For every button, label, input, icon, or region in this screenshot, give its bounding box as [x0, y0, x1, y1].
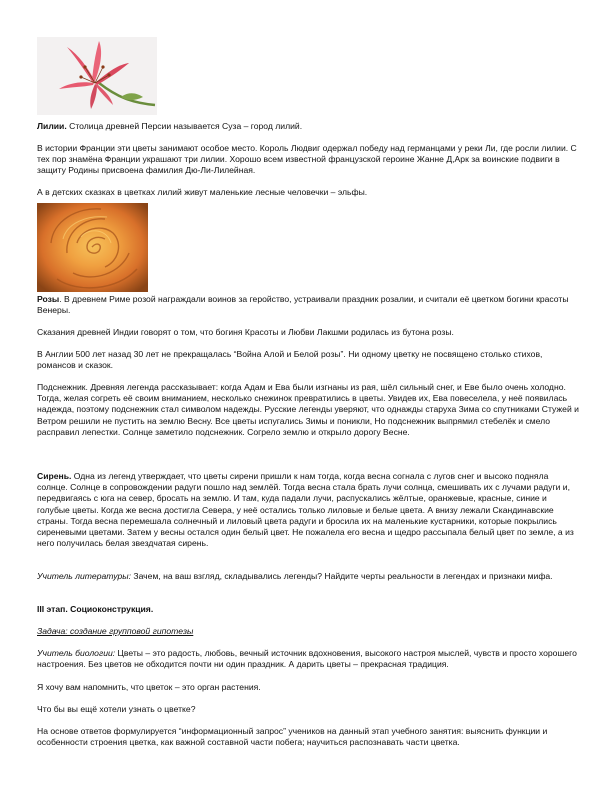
closing-paragraph-1: Я хочу вам напомнить, что цветок – это орган растения.	[37, 682, 261, 692]
lilies-paragraph-1	[37, 121, 579, 132]
closing-paragraph-3: На основе ответов формулируется “информационный запрос” учеников на данный этап учебного занятия: выяснить функции и особенности строения цветка, как важной составной части побега; научиться распознавать части цветка.	[37, 726, 548, 748]
literature-teacher-label: Учитель литературы:	[37, 571, 132, 581]
biology-teacher-label: Учитель биологии:	[37, 648, 116, 658]
rose-flower-image	[37, 203, 148, 292]
lilies-title: Лилии.	[37, 121, 67, 131]
lilies-paragraph-3: А в детских сказках в цветках лилий живут маленькие лесные человечки – эльфы.	[37, 187, 368, 197]
stage-3-task: Задача: создание групповой гипотезы	[37, 626, 194, 636]
roses-text-1: . В древнем Риме розой награждали воинов за геройство, устраивали праздник розалии, и считали её цветком богини красоты Венеры.	[37, 294, 569, 316]
lilies-text-1: Столица древней Персии называется Суза – город лилий.	[66, 121, 303, 131]
lilac-title: Сирень.	[37, 471, 72, 481]
snowdrop-paragraph: Подснежник. Древняя легенда рассказывает: когда Адам и Ева были изгнаны из рая, шёл сильный снег, и Еве было очень холодно. Тогда, желая согреть её своим вниманием, несколько снежинок превратились в цветы. Увидев их, Ева повеселела, у неё появилась надежда, поэтому подснежник стал символом надежды. Русские легенды уверяют, что однажды старуха Зима со спутниками Стужей и Ветром решили не пустить на землю Весну. Все цветы испугались Зимы и поникли, Но подснежник выпрямил стебелёк и смело расправил лепестки. Солнце заметило подснежник. Согрело землю и открыло дорогу Весне.	[37, 382, 579, 437]
lilac-text: Одна из легенд утверждает, что цветы сирени пришли к нам тогда, когда весна согнала с лугов снег и высоко подняла солнце. Солнце в сопровождении радуги пошло над землёй. Тогда весна стала брать лучи солнца, смешивать их с лучами радуги и, передвигаясь с юга на север, бросать на землю. И там, куда падали лучи, распускались жёлтые, оранжевые, красные, синие и голубые цветы. Когда же весна достигла Севера, у неё остались только лиловые и белые цвета. А внизу лежали Скандинавские страны. Тогда весна перемешала солнечный и лиловый цвета радуги и бросила их на маленькие кустарники, которые покрылись сиреневыми цветами. Затем у весны остался один белый цвет. Не пожалела его весна и щедро рассыпала белый цвет по земле, а из него получилась белая звездчатая сирень.	[37, 471, 574, 549]
lily-flower-image	[37, 37, 157, 115]
lily-illustration	[37, 37, 157, 115]
stage-3-heading: III этап. Социоконструкция.	[37, 604, 154, 614]
lilies-paragraph-2: В истории Франции эти цветы занимают особое место. Король Людвиг одержал победу над германцами у реки Ли, где росли лилии. С тех пор знамёна Франции украшают три лилии. Хорошо всем известной французской героине Жанне Д,Арк за воинские подвиги в защиту Родины присвоена фамилия Дю-Ли-Лилейная.	[37, 143, 577, 176]
roses-paragraph-1	[37, 294, 579, 316]
literature-teacher-text: Зачем, на ваш взгляд, складывались легенды? Найдите черты реальности в легендах и признаки мифа.	[131, 571, 553, 581]
roses-title: Розы	[37, 294, 60, 304]
closing-paragraph-2: Что бы вы ещё хотели узнать о цветке?	[37, 704, 196, 714]
literature-teacher-paragraph	[37, 571, 579, 582]
roses-paragraph-2: Сказания древней Индии говорят о том, что богиня Красоты и Любви Лакшми родилась из бутона розы.	[37, 327, 454, 337]
rose-illustration	[37, 203, 148, 292]
biology-teacher-paragraph	[37, 648, 579, 670]
biology-teacher-text: Цветы – это радость, любовь, вечный источник вдохновения, высокого настроя мыслей, чувств и просто хорошего настроения. Без цветов не обходится почти ни один праздник. А дарить цветы – прекрасная традиция.	[37, 648, 577, 670]
roses-paragraph-3: В Англии 500 лет назад 30 лет не прекращалась “Война Алой и Белой розы”. Ни одному цветку не посвящено столько стихов, романсов и сказок.	[37, 349, 543, 371]
lilac-paragraph	[37, 471, 579, 549]
